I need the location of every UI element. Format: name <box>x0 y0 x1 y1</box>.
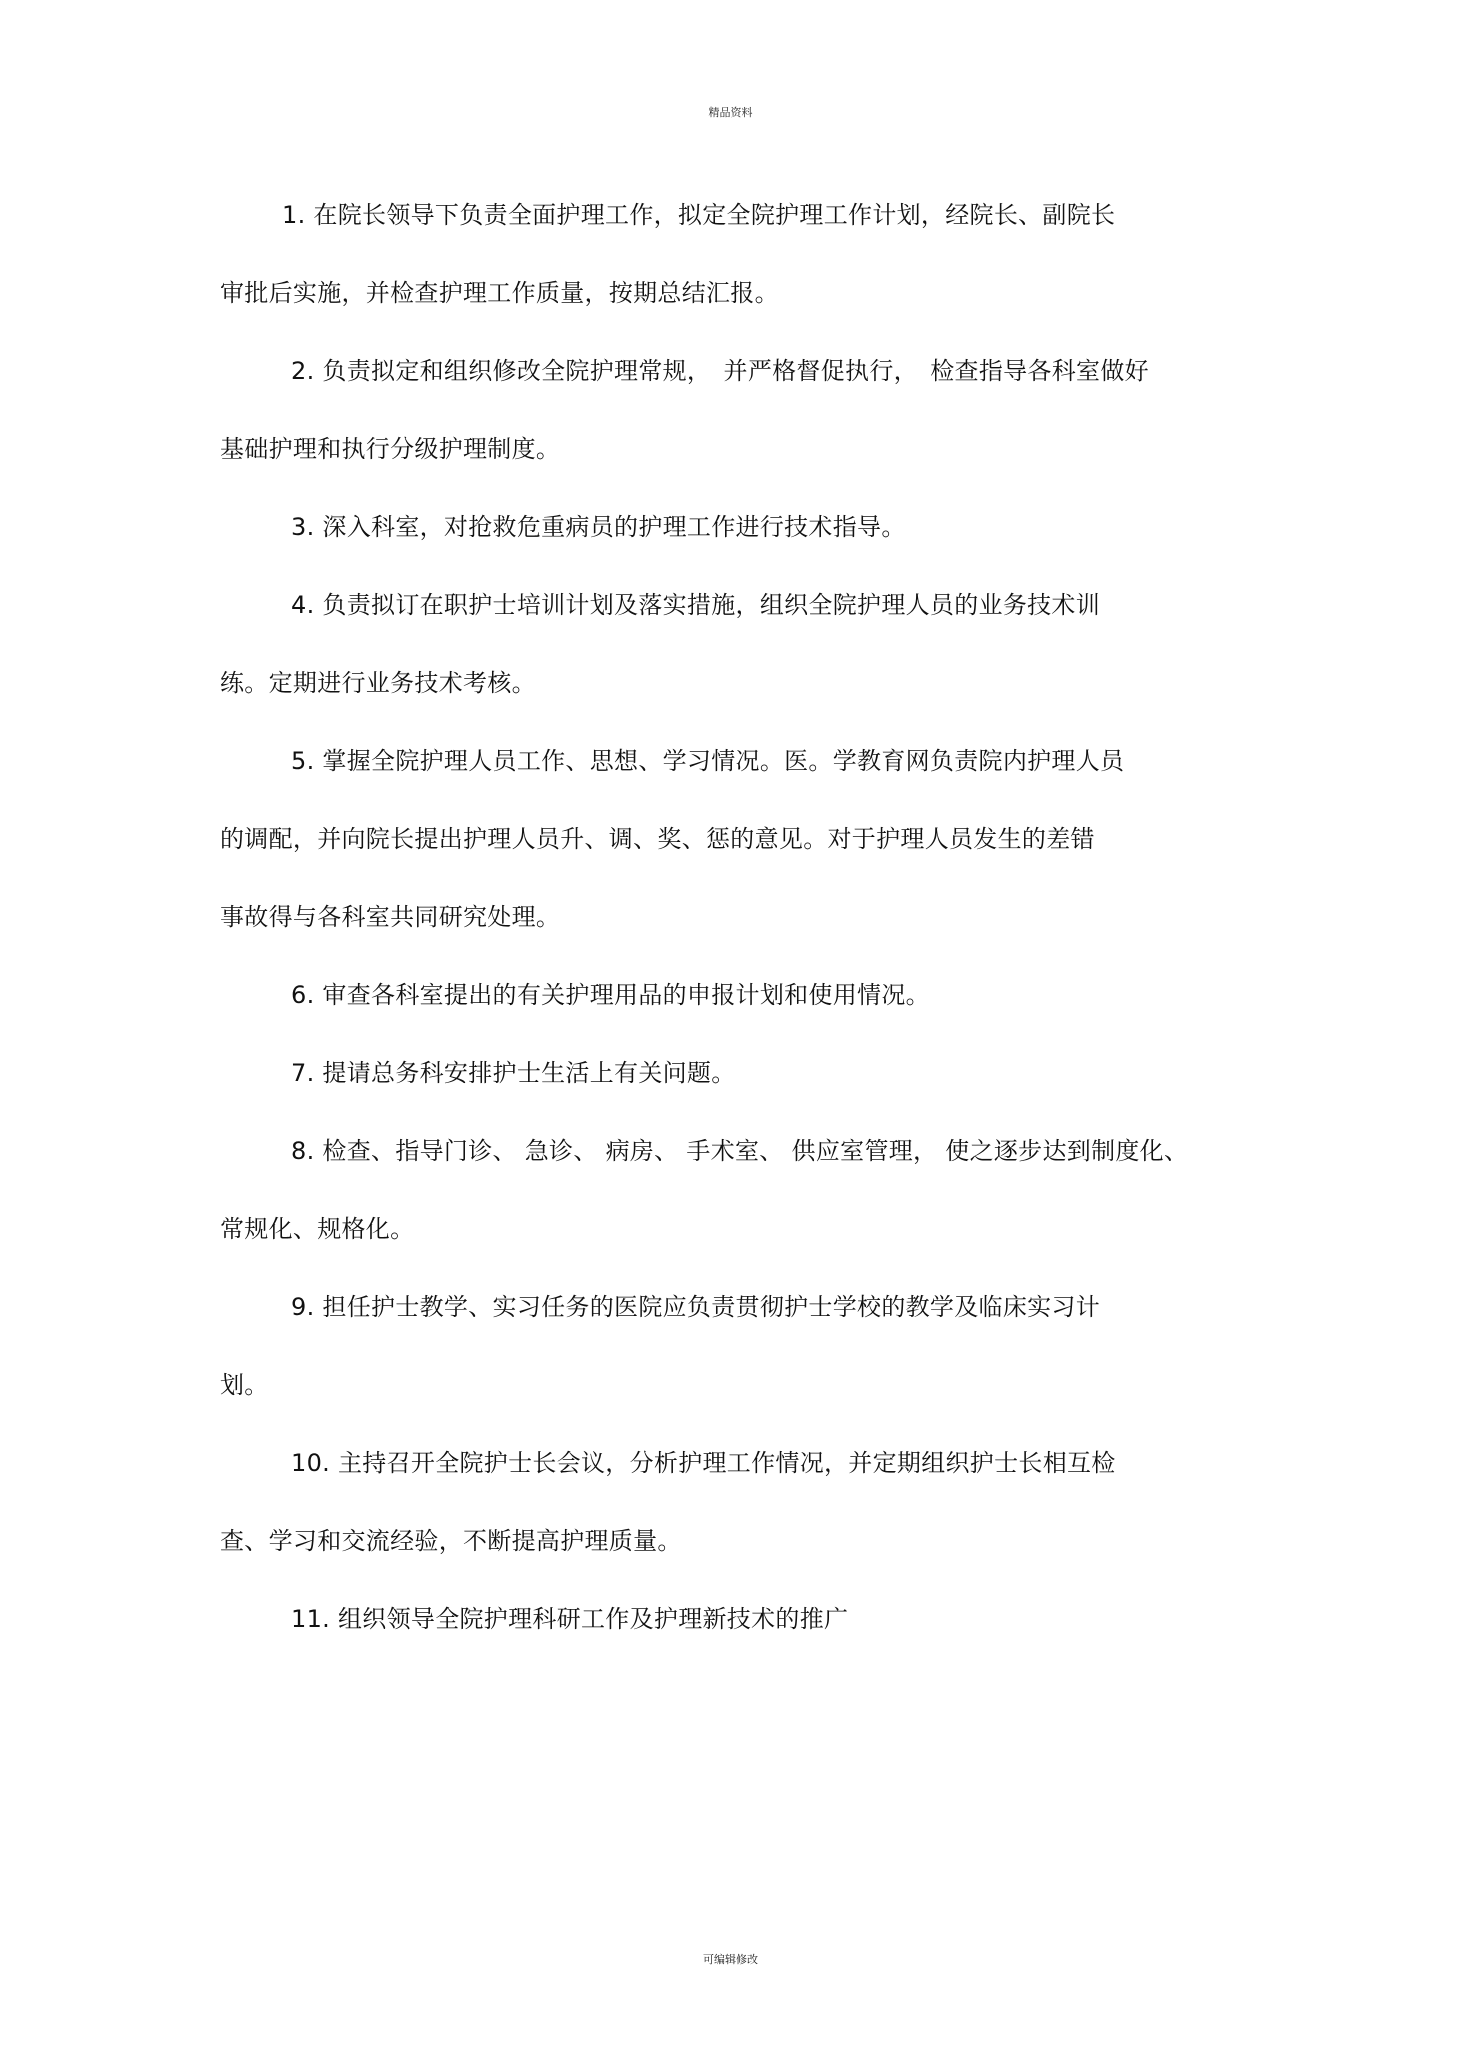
item-9-line-1: 9. 担任护士教学、实习任务的医院应负责贯彻护士学校的教学及临床实习计 <box>291 1293 1101 1321</box>
item-10-line-2: 查、学习和交流经验，不断提高护理质量。 <box>220 1527 682 1555</box>
item-1-line-2: 审批后实施，并检查护理工作质量，按期总结汇报。 <box>220 279 779 307</box>
item-4-line-1: 4. 负责拟订在职护士培训计划及落实措施，组织全院护理人员的业务技术训 <box>291 591 1101 619</box>
page-header: 精品资料 <box>708 106 753 119</box>
item-9-line-2: 划。 <box>220 1371 269 1399</box>
item-5-line-1: 5. 掌握全院护理人员工作、思想、学习情况。医。学教育网负责院内护理人员 <box>291 747 1125 775</box>
item-8-line-2: 常规化、规格化。 <box>220 1215 415 1243</box>
item-2-line-2: 基础护理和执行分级护理制度。 <box>220 435 561 463</box>
item-11-line-1: 11. 组织领导全院护理科研工作及护理新技术的推广 <box>291 1605 849 1633</box>
item-5-line-2: 的调配，并向院长提出护理人员升、调、奖、惩的意见。对于护理人员发生的差错 <box>220 825 1095 853</box>
item-2-line-1: 2. 负责拟定和组织修改全院护理常规， 并严格督促执行， 检查指导各科室做好 <box>291 357 1149 385</box>
item-8-line-1: 8. 检查、指导门诊、 急诊、 病房、 手术室、 供应室管理， 使之逐步达到制度化、 <box>291 1137 1189 1165</box>
page-footer: 可编辑修改 <box>703 1953 758 1966</box>
item-4-line-2: 练。定期进行业务技术考核。 <box>220 669 536 697</box>
item-10-line-1: 10. 主持召开全院护士长会议，分析护理工作情况，并定期组织护士长相互检 <box>291 1449 1116 1477</box>
item-5-line-3: 事故得与各科室共同研究处理。 <box>220 903 561 931</box>
item-1-line-1: 1. 在院长领导下负责全面护理工作，拟定全院护理工作计划，经院长、副院长 <box>282 201 1116 229</box>
item-7-line-1: 7. 提请总务科安排护士生活上有关问题。 <box>291 1059 736 1087</box>
item-6-line-1: 6. 审查各科室提出的有关护理用品的申报计划和使用情况。 <box>291 981 930 1009</box>
item-3-line-1: 3. 深入科室，对抢救危重病员的护理工作进行技术指导。 <box>291 513 906 541</box>
